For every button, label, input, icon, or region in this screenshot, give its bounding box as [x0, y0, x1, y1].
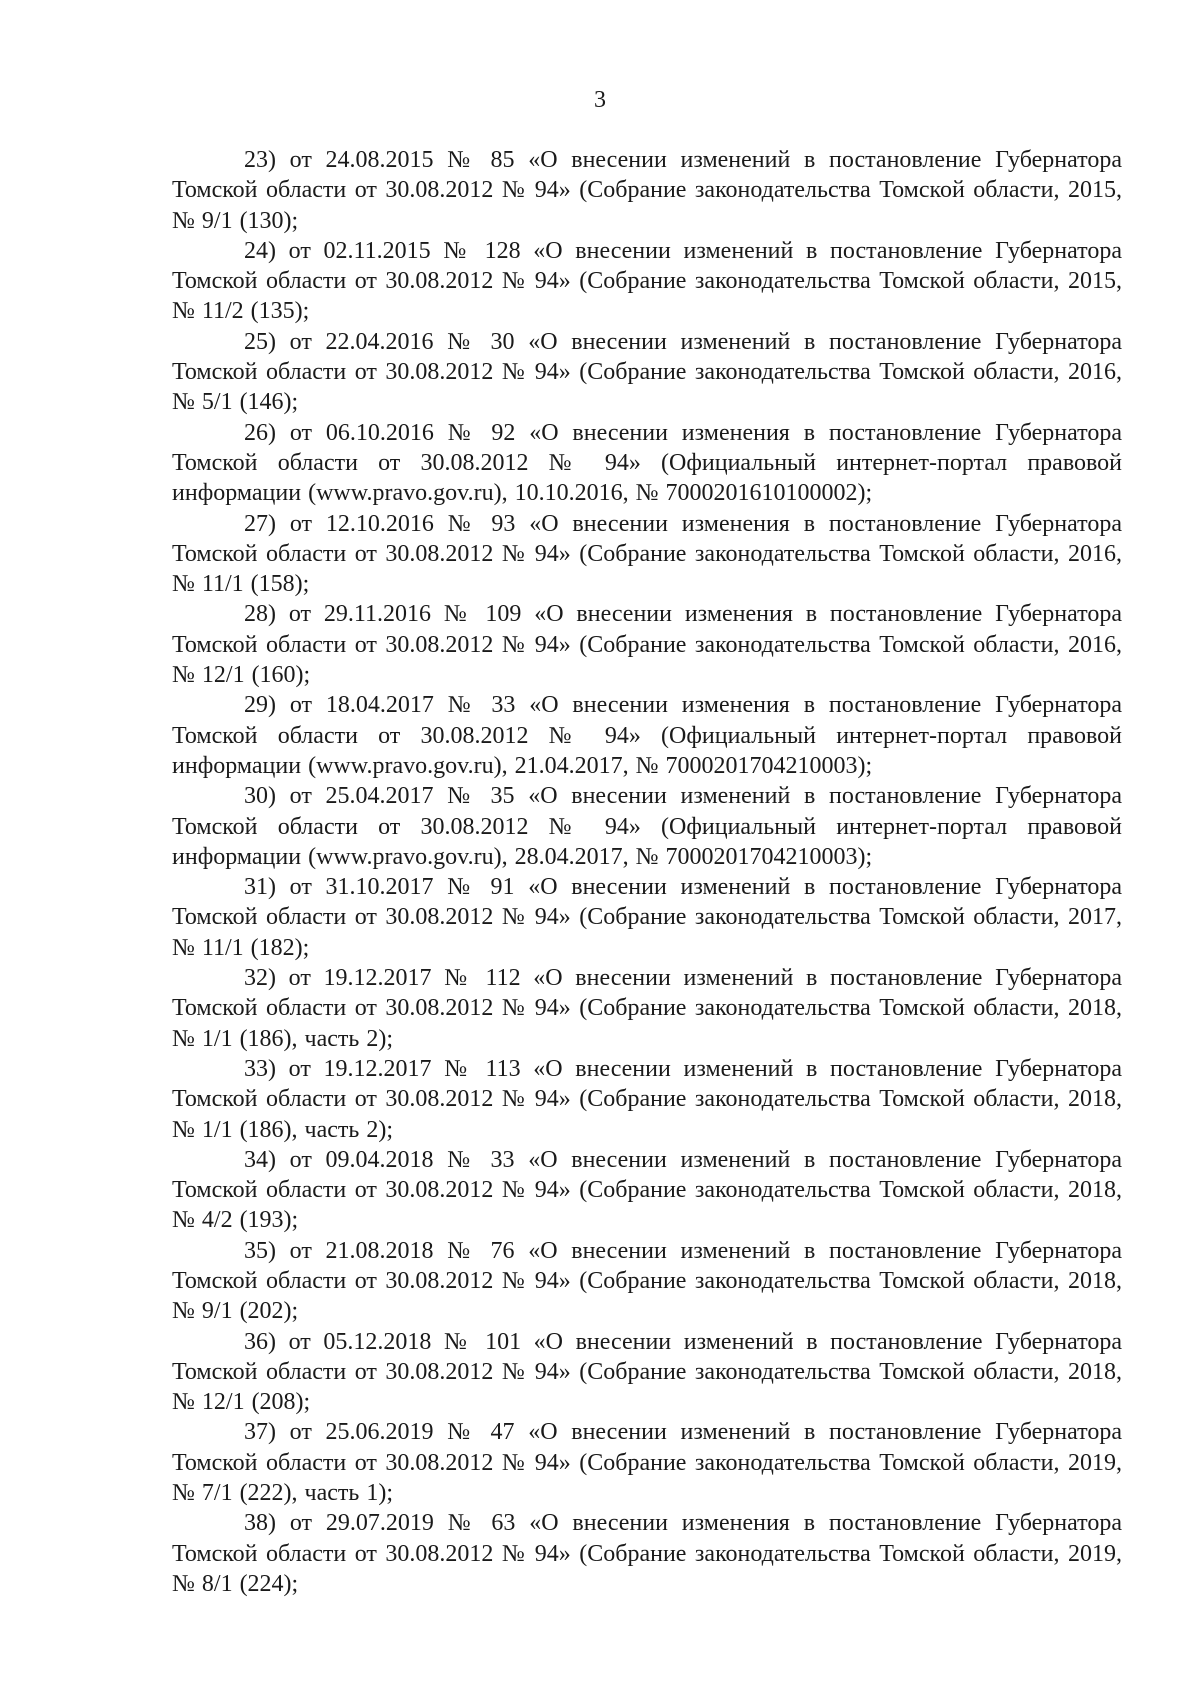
list-item: 32) от 19.12.2017 № 112 «О внесении изменений в постановление Губернатора Томской области от 30.08.2012 № 94» (Собрание законодательства Томской области, 2018, № 1/1 (186), часть 2);: [172, 965, 1122, 1052]
list-item: 27) от 12.10.2016 № 93 «О внесении изменения в постановление Губернатора Томской области от 30.08.2012 № 94» (Собрание законодательства Томской области, 2016, № 11/1 (158);: [172, 510, 1122, 598]
list-item: 24) от 02.11.2015 № 128 «О внесении изменений в постановление Губернатора Томской области от 30.08.2012 № 94» (Собрание законодательства Томской области, 2015, № 11/2 (135);: [172, 237, 1122, 325]
list-item: 34) от 09.04.2018 № 33 «О внесении изменений в постановление Губернатора Томской области от 30.08.2012 № 94» (Собрание законодательства Томской области, 2018, № 4/2 (193);: [172, 1146, 1122, 1234]
list-item: 33) от 19.12.2017 № 113 «О внесении изменений в постановление Губернатора Томской области от 30.08.2012 № 94» (Собрание законодательства Томской области, 2018, № 1/1 (186), часть 2);: [172, 1055, 1122, 1143]
document-body: [172, 145, 1122, 1599]
list-item: 23) от 24.08.2015 № 85 «О внесении изменений в постановление Губернатора Томской области от 30.08.2012 № 94» (Собрание законодательства Томской области, 2015, № 9/1 (130);: [172, 147, 1122, 234]
list-item: 30) от 25.04.2017 № 35 «О внесении изменений в постановление Губернатора Томской области от 30.08.2012 № 94» (Официальный интернет-портал правовой информации (www.pravo.gov.ru), 28.04.2017, № 7000201704210003);: [172, 783, 1122, 870]
list-item: 35) от 21.08.2018 № 76 «О внесении изменений в постановление Губернатора Томской области от 30.08.2012 № 94» (Собрание законодательства Томской области, 2018, № 9/1 (202);: [172, 1237, 1122, 1325]
list-item: 26) от 06.10.2016 № 92 «О внесении изменения в постановление Губернатора Томской области от 30.08.2012 № 94» (Официальный интернет-портал правовой информации (www.pravo.gov.ru), 10.10.2016, № 7000201610100002);: [172, 419, 1122, 507]
list-item: 38) от 29.07.2019 № 63 «О внесении изменения в постановление Губернатора Томской области от 30.08.2012 № 94» (Собрание законодательства Томской области, 2019, № 8/1 (224);: [172, 1510, 1122, 1597]
list-item: 25) от 22.04.2016 № 30 «О внесении изменений в постановление Губернатора Томской области от 30.08.2012 № 94» (Собрание законодательства Томской области, 2016, № 5/1 (146);: [172, 328, 1122, 416]
list-item: 37) от 25.06.2019 № 47 «О внесении изменений в постановление Губернатора Томской области от 30.08.2012 № 94» (Собрание законодательства Томской области, 2019, № 7/1 (222), часть 1);: [172, 1419, 1122, 1507]
list-item: 31) от 31.10.2017 № 91 «О внесении изменений в постановление Губернатора Томской области от 30.08.2012 № 94» (Собрание законодательства Томской области, 2017, № 11/1 (182);: [172, 874, 1122, 961]
list-item: 28) от 29.11.2016 № 109 «О внесении изменения в постановление Губернатора Томской области от 30.08.2012 № 94» (Собрание законодательства Томской области, 2016, № 12/1 (160);: [172, 601, 1122, 689]
page-number: 3: [594, 87, 606, 113]
list-item: 36) от 05.12.2018 № 101 «О внесении изменений в постановление Губернатора Томской области от 30.08.2012 № 94» (Собрание законодательства Томской области, 2018, № 12/1 (208);: [172, 1328, 1122, 1416]
list-item: 29) от 18.04.2017 № 33 «О внесении изменения в постановление Губернатора Томской области от 30.08.2012 № 94» (Официальный интернет-портал правовой информации (www.pravo.gov.ru), 21.04.2017, № 7000201704210003);: [172, 692, 1122, 779]
